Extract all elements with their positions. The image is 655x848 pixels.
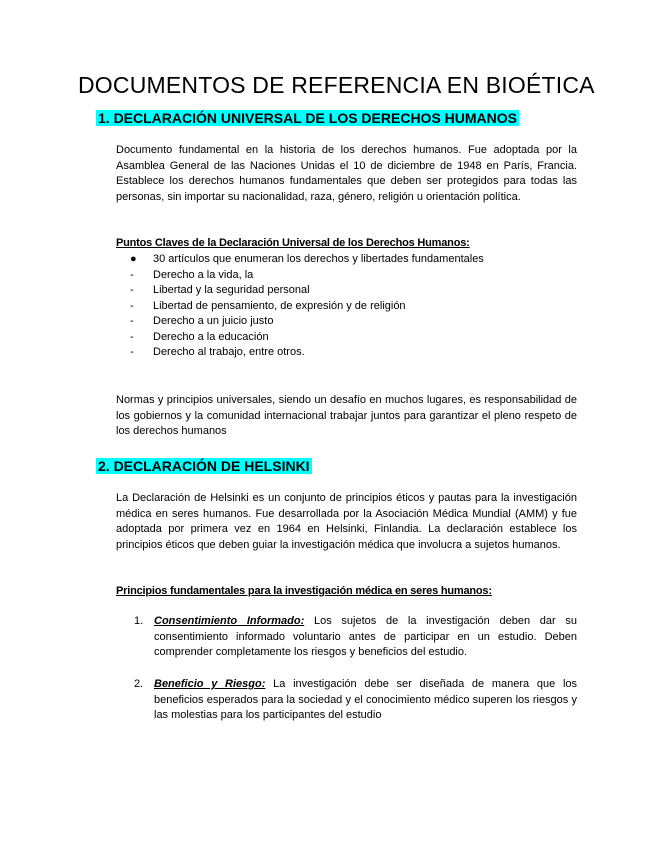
principle-term: Consentimiento Informado: [154,615,305,627]
bullet-marker: - [130,284,134,296]
key-points-list [116,252,484,361]
section-1-subheading: Puntos Claves de la Declaración Universal de los Derechos Humanos: [116,237,470,249]
list-item [116,677,577,724]
bullet-marker: - [130,268,134,281]
section-2-subheading: Principios fundamentales para la investigación médica en seres humanos: [116,585,492,597]
principles-list [116,677,577,724]
list-item [116,299,484,315]
page-title: DOCUMENTOS DE REFERENCIA EN BIOÉTICA [78,72,595,98]
list-item [116,283,484,299]
bullet-marker: - [130,299,134,312]
list-item-text: Derecho a la vida, la [153,268,254,281]
list-item-text: Derecho al trabajo, entre otros. [153,346,305,358]
principles-list [116,614,577,661]
principle-term: Beneficio y Riesgo: [154,678,266,690]
list-item [116,252,484,268]
section-1-closing: Normas y principios universales, siendo un desafío en muchos lugares, es responsabilidad de los gobiernos y la comunidad internacional trabajar juntos para garantizar el pleno respeto de los derechos humanos [116,394,577,437]
list-item [116,268,484,284]
section-1-intro: Documento fundamental en la historia de los derechos humanos. Fue adoptada por la Asamblea General de las Naciones Unidas el 10 de diciembre de 1948 en París, Francia. Establece los derechos humanos fundamentales que deben ser protegidos para todas las personas, sin importar su nacionalidad, raza, género, religión u orientación política. [116,144,577,203]
list-item-text: Libertad y la seguridad personal [153,284,310,296]
principle-text: La investigación debe ser diseñada de manera que los beneficios esperados para la sociedad y el conocimiento médico superen los riesgos y las molestias para los participantes del estudio [154,678,578,721]
list-item [116,314,484,330]
list-item-text: Libertad de pensamiento, de expresión y de religión [153,299,406,312]
bullet-marker: - [130,346,134,358]
principle-text: Los sujetos de la investigación deben dar su consentimiento informado voluntario antes de participar en un estudio. Deben comprender completamente los riesgos y beneficios del estudio. [154,615,577,658]
list-item-text: Derecho a la educación [153,330,269,343]
section-2-heading [96,458,312,474]
list-item [116,345,484,361]
section-2-heading-text: 2. DECLARACIÓN DE HELSINKI [98,458,310,474]
list-item [116,614,577,661]
list-item-text: 30 artículos que enumeran los derechos y libertades fundamentales [153,253,484,265]
bullet-marker: - [130,330,134,343]
list-number: 1. [134,615,144,627]
list-item-text: Derecho a un juicio justo [153,315,274,327]
section-2-intro: La Declaración de Helsinki es un conjunto de principios éticos y pautas para la investigación médica en seres humanos. Fue desarrollada por la Asociación Médica Mundial (AMM) y fue adoptada por primera vez en 1964 en Helsinki, Finlandia. La declaración establece los principios éticos que deben guiar la investigación médica que involucra a sujetos humanos. [116,492,577,551]
bullet-marker: - [130,315,134,327]
bullet-marker: ● [130,253,137,265]
list-number: 2. [134,678,144,690]
section-1-heading-text: 1. DECLARACIÓN UNIVERSAL DE LOS DERECHOS HUMANOS [98,110,518,126]
section-1-heading [96,110,519,126]
list-item [116,330,484,346]
